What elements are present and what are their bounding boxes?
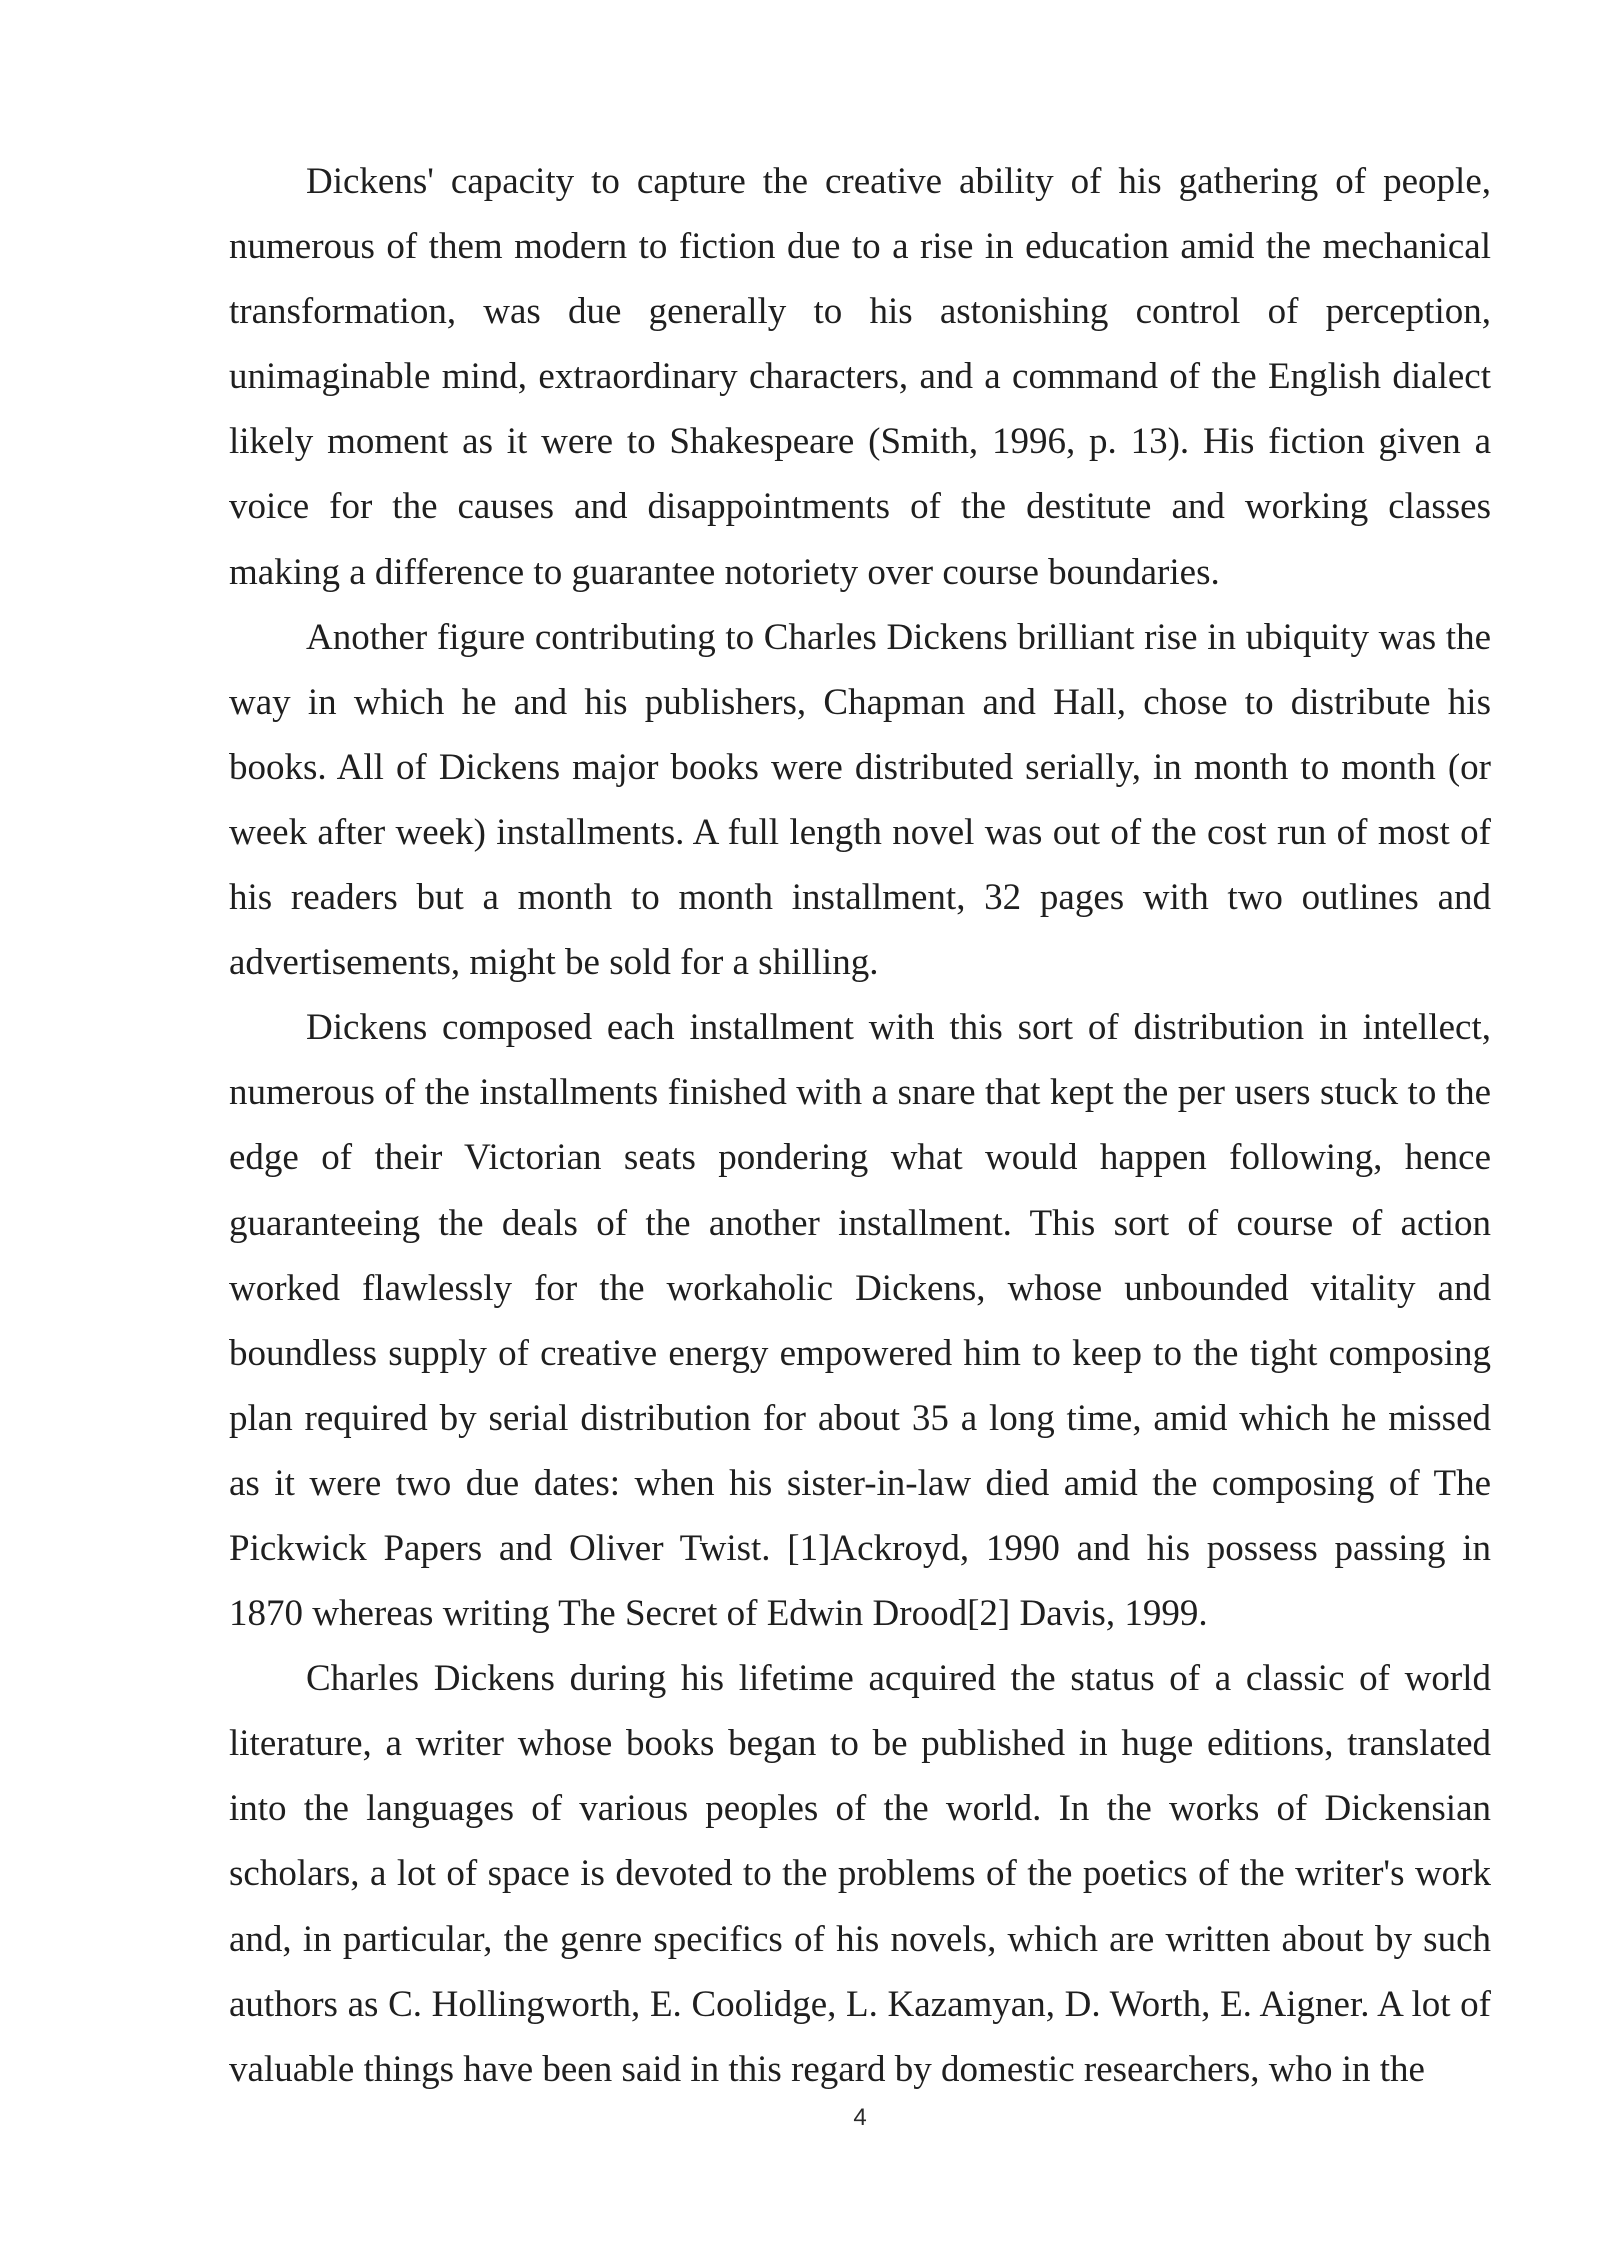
paragraph-2: Another figure contributing to Charles Dickens brilliant rise in ubiquity was the way in which he and his publishers, Chapman and Hall, chose to distribute his books. All of Dickens major books were distributed serially, in month to month (or week after week) installments. A full length novel was out of the cost run of most of his readers but a month to month installment, 32 pages with two outlines and advertisements, might be sold for a shilling. <box>229 616 1491 984</box>
paragraph-3: Dickens composed each installment with this sort of distribution in intellect, numerous of the installments finished with a snare that kept the per users stuck to the edge of their Victorian seats pondering what would happen following, hence guaranteeing the deals of the another installment. This sort of course of action worked flawlessly for the workaholic Dickens, whose unbounded vitality and boundless supply of creative energy empowered him to keep to the tight composing plan required by serial distribution for about 35 a long time, amid which he missed as it were two due dates: when his sister-in-law died amid the composing of The Pickwick Papers and Oliver Twist. [1]Ackroyd, 1990 and his possess passing in 1870 whereas writing The Secret of Edwin Drood[2] Davis, 1999. <box>229 1007 1491 1635</box>
paragraph-4: Charles Dickens during his lifetime acquired the status of a classic of world literature, a writer whose books began to be published in huge editions, translated into the languages of various peoples of the world. In the works of Dickensian scholars, a lot of space is devoted to the problems of the poetics of the writer's work and, in particular, the genre specifics of his novels, which are written about by such authors as C. Hollingworth, E. Coolidge, L. Kazamyan, D. Worth, E. Aigner. A lot of valuable things have been said in this regard by domestic researchers, who in the <box>229 1658 1491 2090</box>
page-number: 4 <box>853 2104 867 2131</box>
paragraph-1: Dickens' capacity to capture the creative ability of his gathering of people, numerous of them modern to fiction due to a rise in education amid the mechanical transformation, was due generally to his astonishing control of perception, unimaginable mind, extraordinary characters, and a command of the English dialect likely moment as it were to Shakespeare (Smith, 1996, p. 13). His fiction given a voice for the causes and disappointments of the destitute and working classes making a difference to guarantee notoriety over course boundaries. <box>229 161 1491 593</box>
body-text <box>229 149 1491 2102</box>
